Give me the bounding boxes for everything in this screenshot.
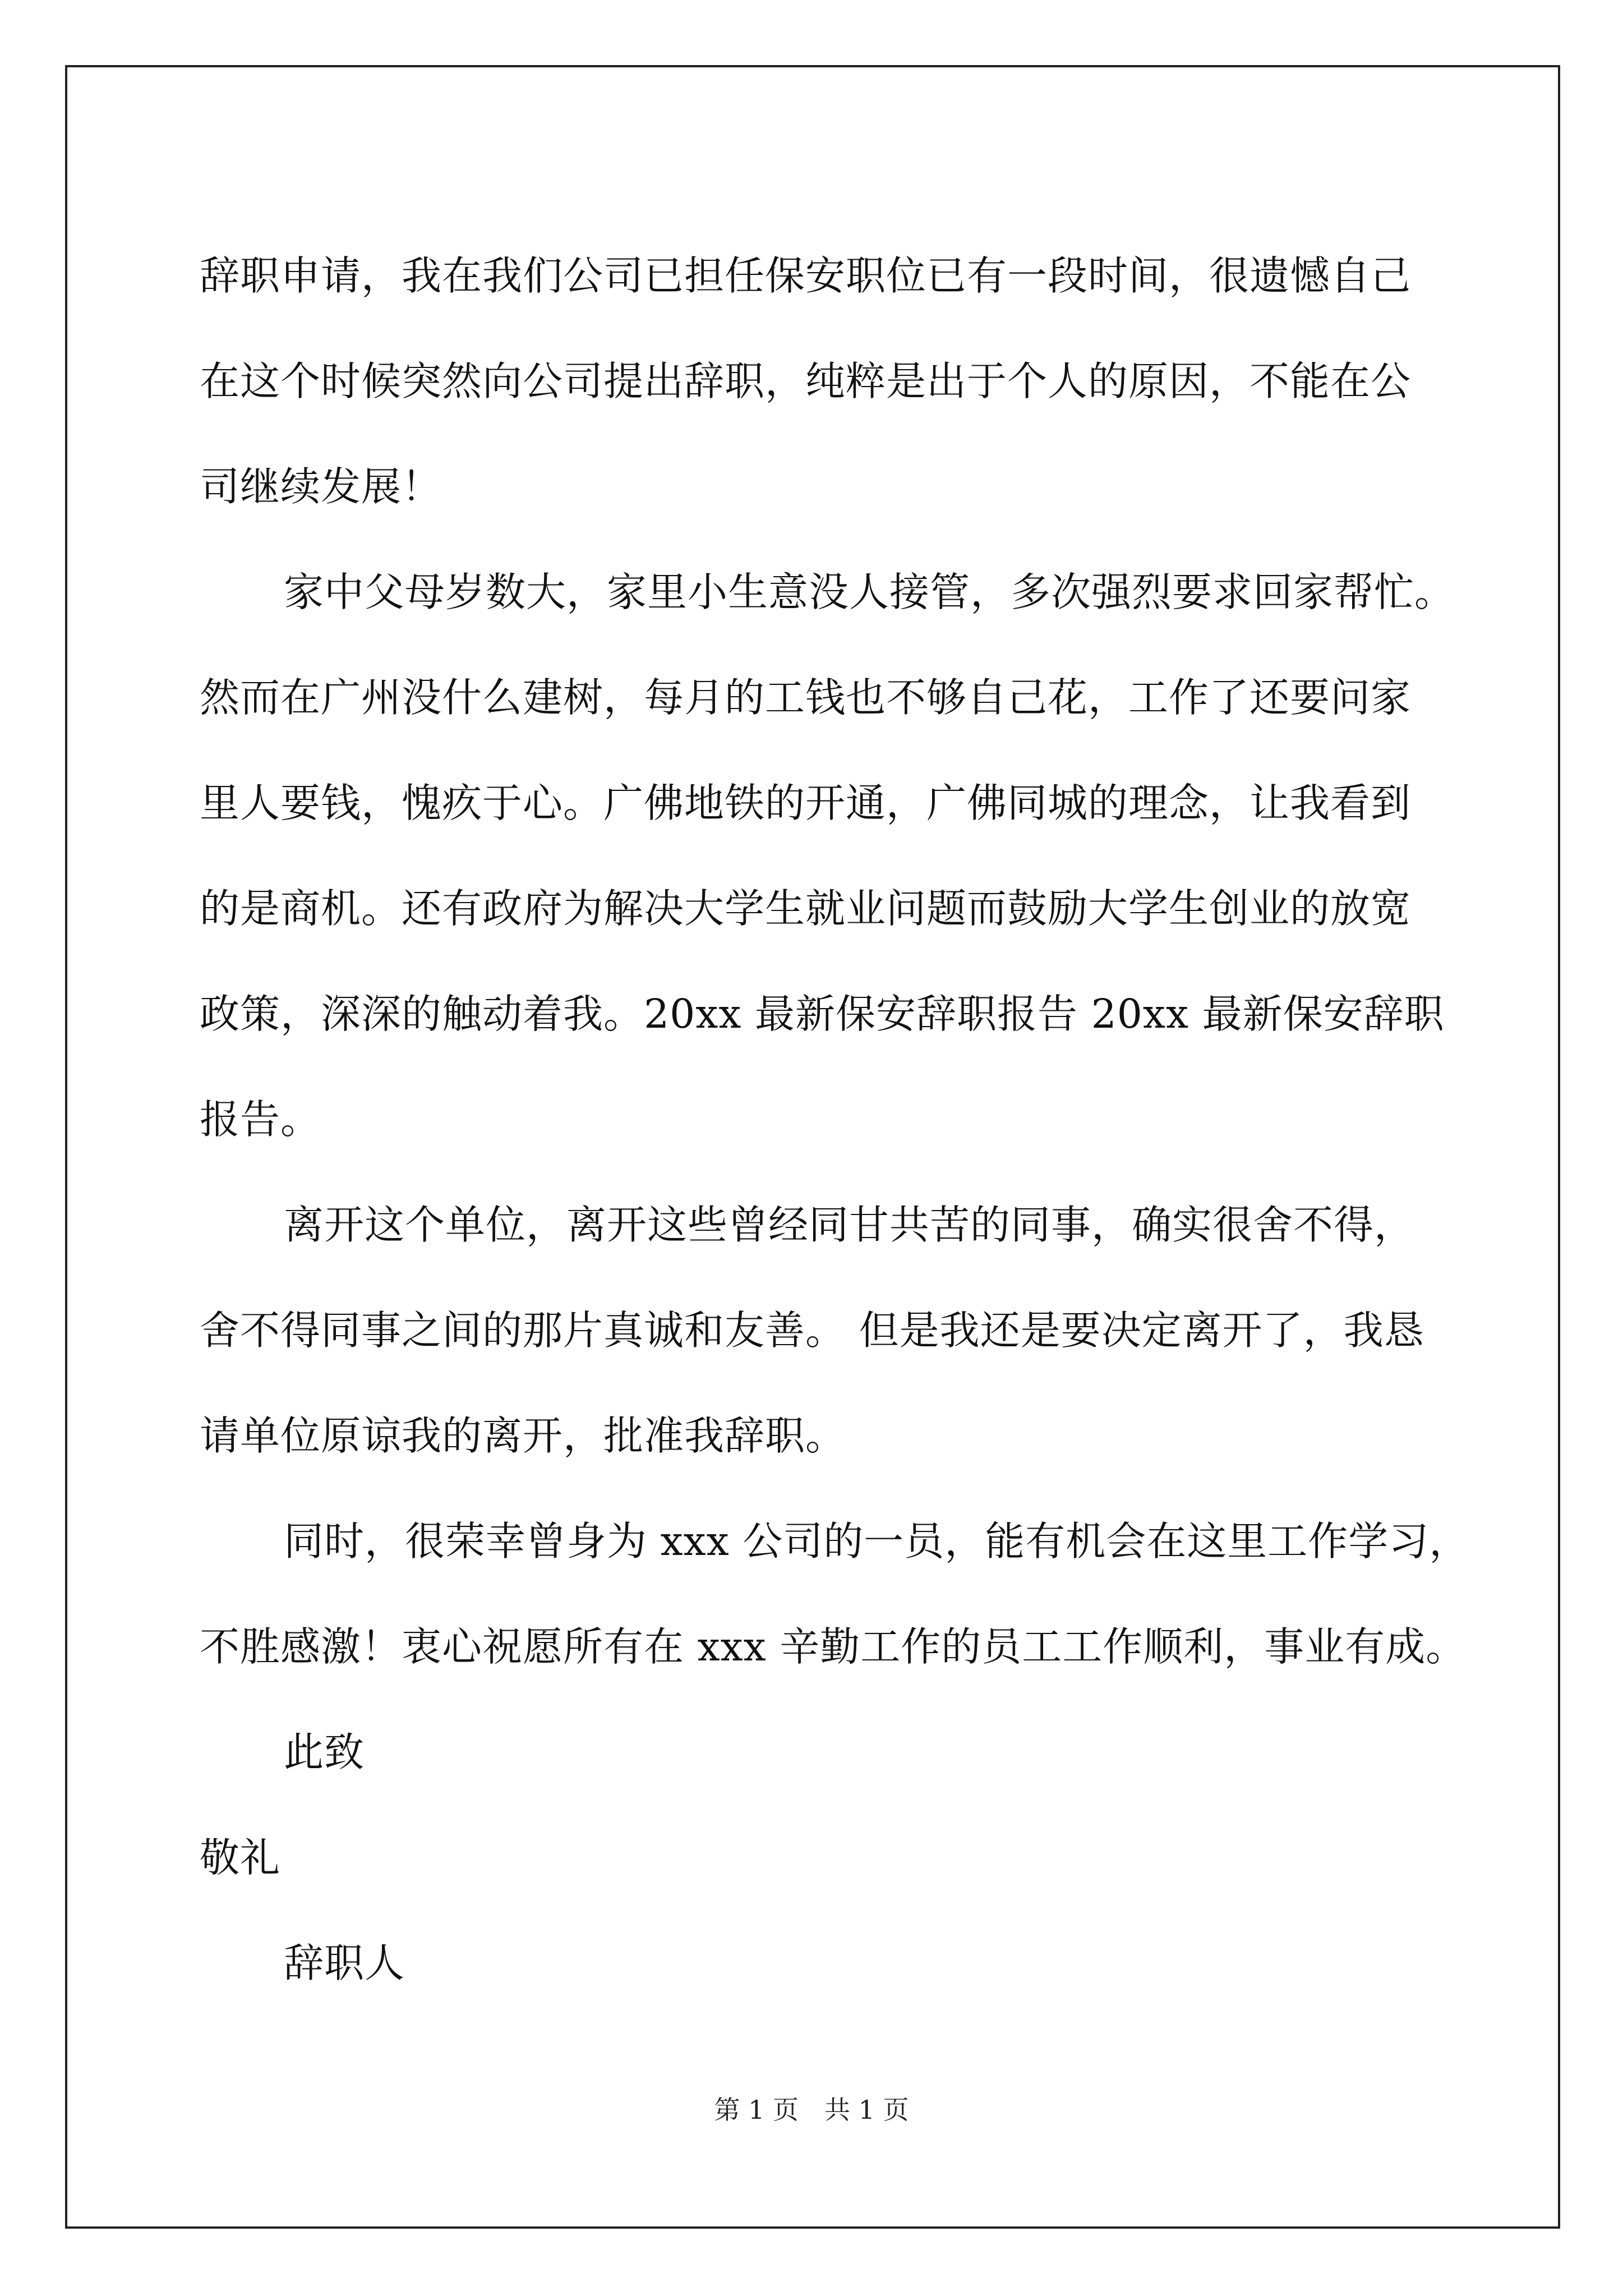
paragraph-resignation-intro: 辞职申请，我在我们公司已担任保安职位已有一段时间，很遗憾自己 在这个时候突然向公司提出辞职，纯粹是出于个人的原因，不能在公 司继续发展！ (200, 252, 1412, 510)
signature-line: 辞职人 (284, 1940, 405, 1986)
paragraph-gratitude: 同时，很荣幸曾身为 xxx 公司的一员，能有机会在这里工作学习， 不胜感激！衷心祝愿所有在 xxx 辛勤工作的员工工作顺利，事业有成。 (200, 1518, 1470, 1670)
page-number-total: 共 1 页 (824, 2095, 909, 2125)
closing-salutation: 此致 (284, 1729, 365, 1775)
paragraph-family-reason: 家中父母岁数大，家里小生意没人接管，多次强烈要求回家帮忙。 然而在广州没什么建树，每月的工钱也不够自己花，工作了还要问家 里人要钱，愧疚于心。广佛地铁的开通，广佛同城的理念，让我看到 的是商机。还有政府为解决大学生就业问题而鼓励大学生创业的放宽 政策，深深的触动着我。20xx 最新保安辞职报告 20xx 最新保安辞职 报告。 (200, 569, 1455, 1143)
document-body (200, 223, 1484, 2016)
page-number-current: 第 1 页 (714, 2095, 799, 2125)
paragraph-farewell: 离开这个单位，离开这些曾经同甘共苦的同事，确实很舍不得， 舍不得同事之间的那片真诚和友善。 但是我还是要决定离开了，我恳 请单位原谅我的离开，批准我辞职。 (200, 1202, 1424, 1459)
page-footer (0, 2090, 1623, 2127)
closing-regards: 敬礼 (200, 1834, 281, 1881)
